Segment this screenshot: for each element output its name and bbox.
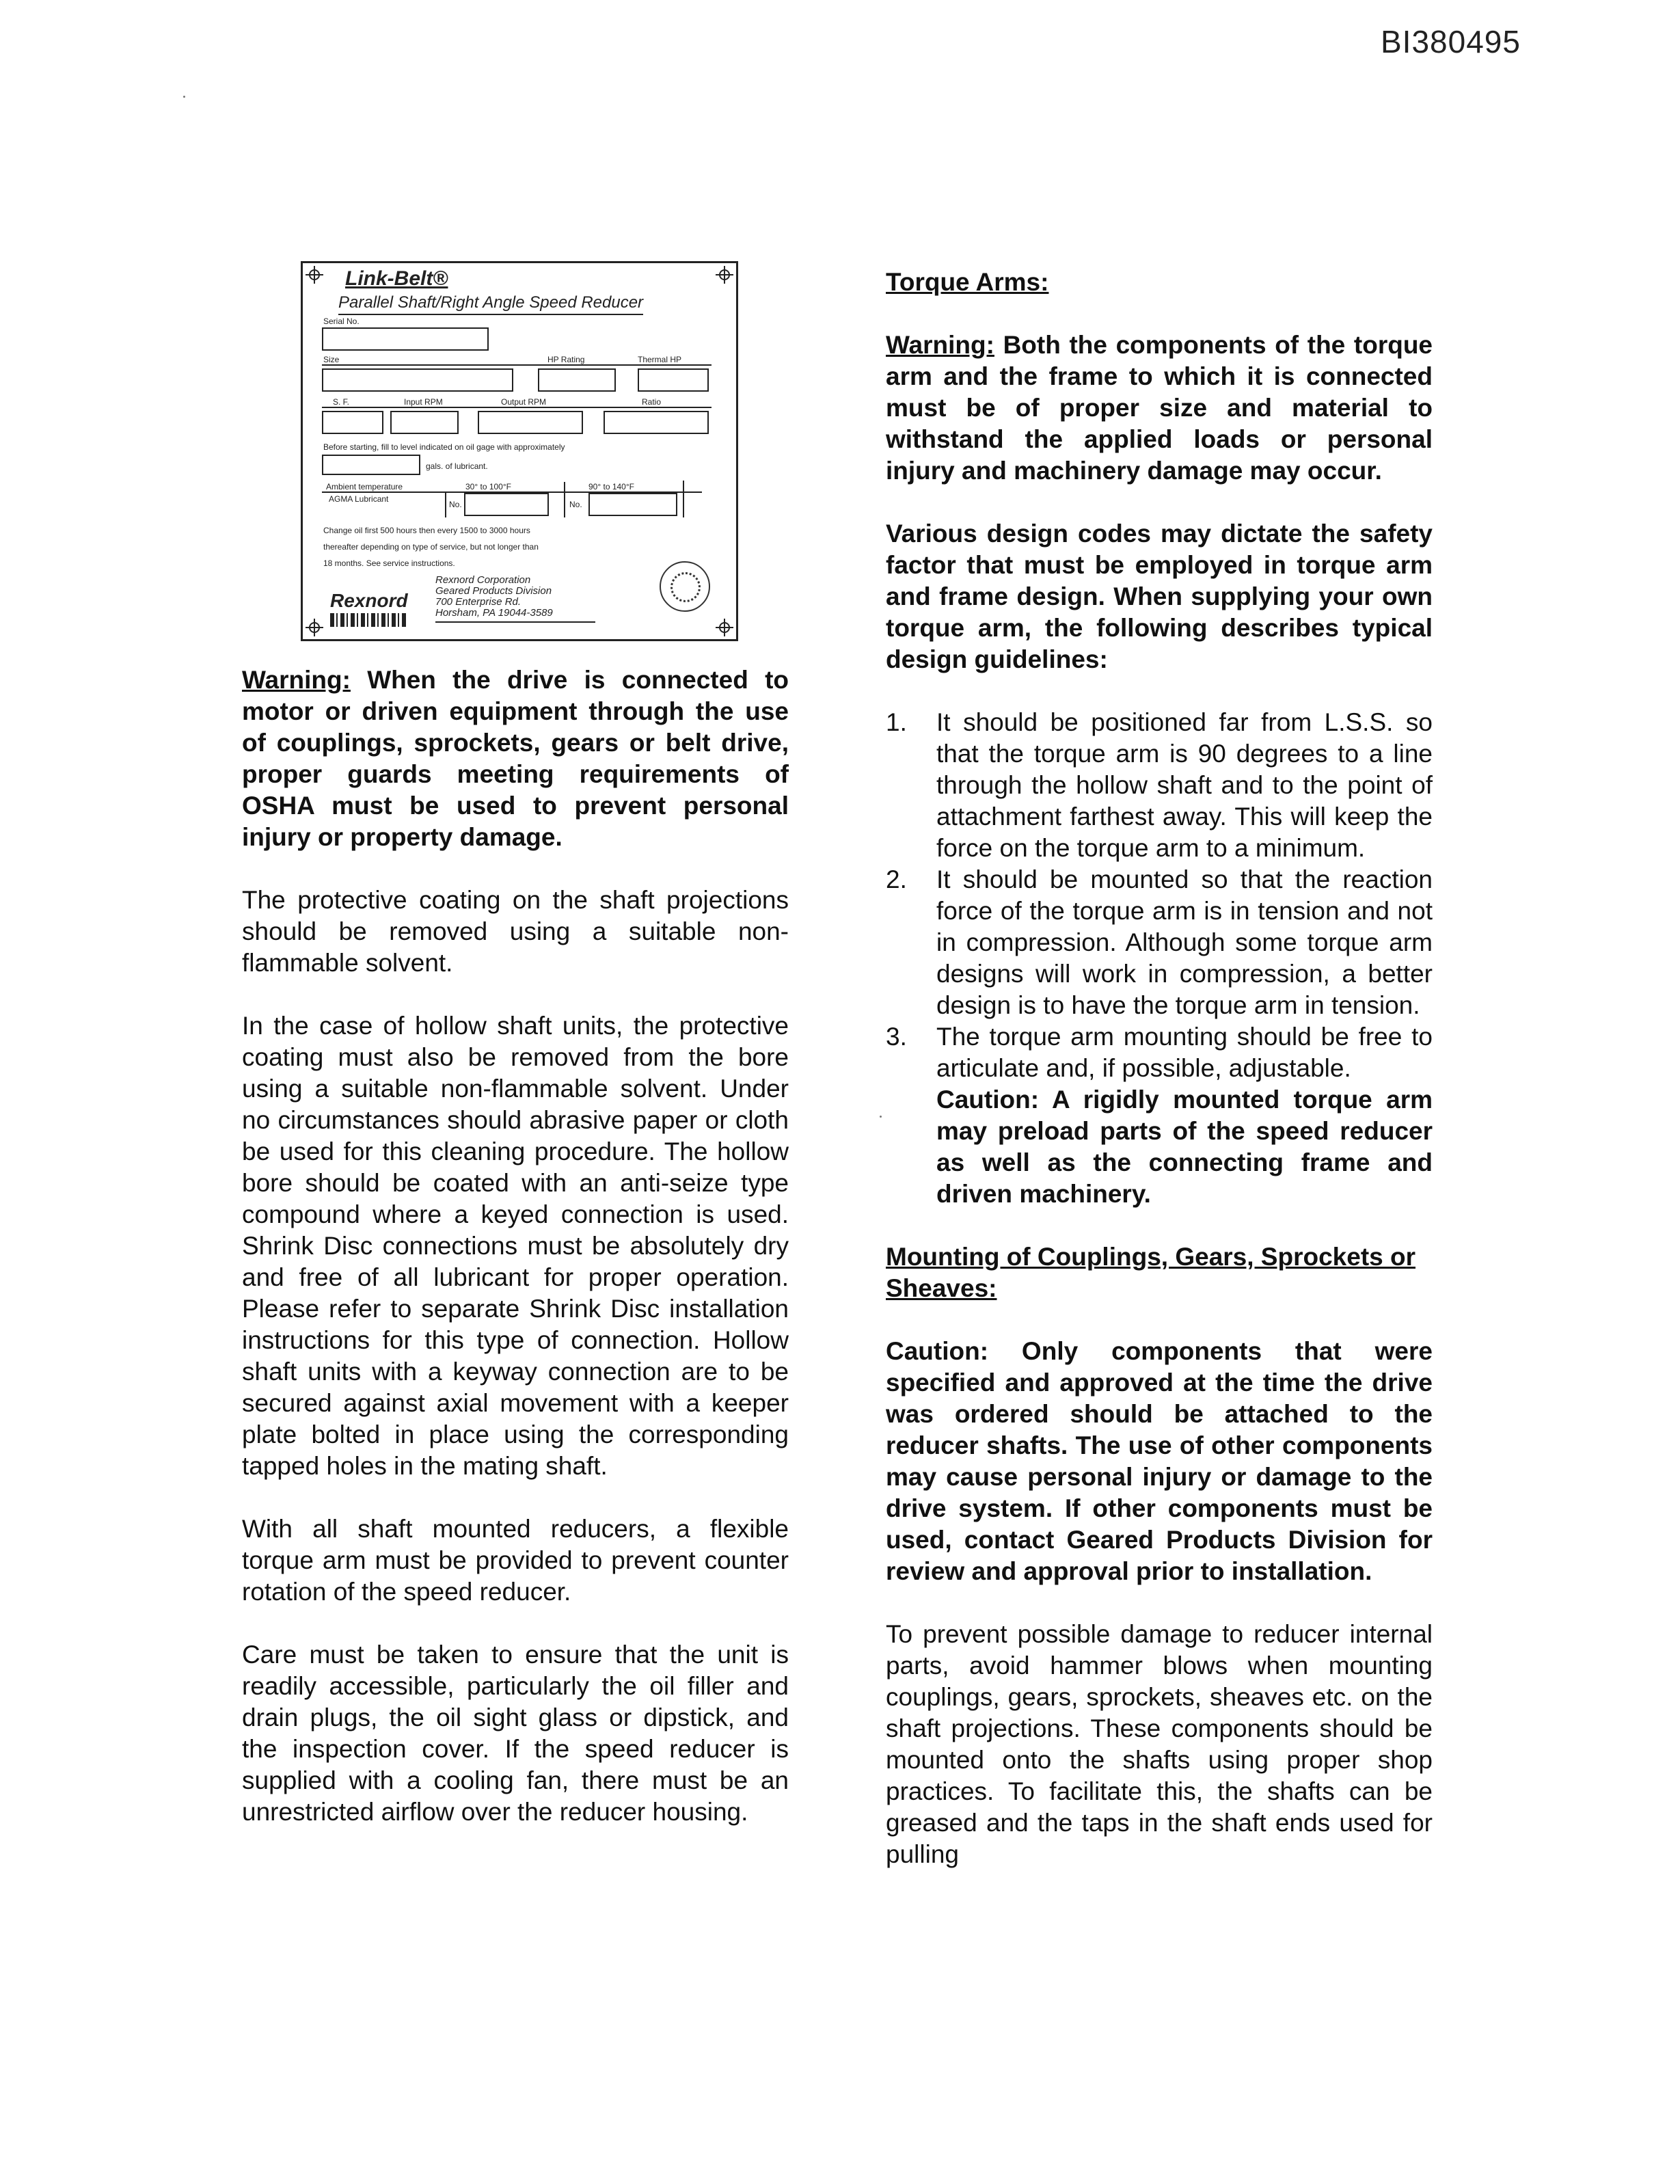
guidelines-list (886, 707, 1433, 1210)
address-line: 700 Enterprise Rd. (435, 596, 521, 608)
ratio-label: Ratio (642, 397, 662, 407)
list-number: 1. (886, 708, 907, 736)
input-rpm-field (390, 411, 459, 434)
manufacturer-address (435, 575, 553, 619)
sf-label: S. F. (333, 397, 350, 407)
output-rpm-label: Output RPM (501, 397, 547, 407)
list-number: 2. (886, 865, 907, 893)
rexnord-logo: Rexnord (330, 590, 408, 611)
list-text: The torque arm mounting should be free to articulate and, if possible, adjustable. (936, 1023, 1433, 1082)
warning-paragraph (242, 664, 789, 853)
change-oil-line-3: 18 months. See service instructions. (323, 558, 455, 568)
right-column (886, 267, 1433, 1902)
warning-text: Both the components of the torque arm and the frame to which it is connected must be of proper size and material to withstand the applied loads or personal injury and machinery damage may occur. (886, 331, 1433, 485)
ratio-field (604, 411, 709, 434)
left-column (242, 664, 789, 1859)
size-label: Size (323, 355, 340, 364)
sf-field (322, 411, 383, 434)
scan-speck (183, 96, 185, 98)
address-line: Horsham, PA 19044-3589 (435, 607, 553, 619)
mounting-heading: Mounting of Couplings, Gears, Sprockets or Sheaves: (886, 1243, 1415, 1302)
gals-label: gals. of lubricant. (426, 461, 488, 471)
range-1: 30° to 100°F (465, 482, 511, 491)
mounting-hole-icon (716, 619, 733, 636)
list-text: It should be positioned far from L.S.S. so that the torque arm is 90 degrees to a line through the hollow shaft and to the point of attachment farthest away. This will keep the force on the torque arm to a minimum. (936, 708, 1433, 862)
caution-text: Caution: A rigidly mounted torque arm may preload parts of the speed reducer as well as the connecting frame and driven machinery. (936, 1086, 1433, 1208)
agma-no-field-1 (464, 493, 549, 516)
agma-label: AGMA Lubricant (329, 494, 389, 504)
caution-text: Only components that were specified and approved at the time the drive was ordered should be attached to the reducer shafts. The use of other components may cause personal injury or damage to the drive system. If other components must be used, contact Geared Products Division for review and approval prior to installation. (886, 1337, 1433, 1585)
change-oil-line-2: thereafter depending on type of service, but not longer than (323, 542, 539, 552)
warning-label: Warning: (242, 666, 351, 694)
agma-divider (683, 481, 684, 517)
size-field (322, 368, 513, 392)
nameplate-brand: Link-Belt® (345, 267, 448, 290)
change-oil-line-1: Change oil first 500 hours then every 1500 to 3000 hours (323, 526, 530, 535)
list-text: It should be mounted so that the reaction force of the torque arm is in tension and not in compression. Although some torque arm designs will work in compression, a better design is to have the torque arm in tension. (936, 865, 1433, 1019)
mounting-hole-icon (716, 266, 733, 284)
document-id: BI380495 (1381, 24, 1521, 59)
address-rule (435, 621, 595, 623)
agma-no-field-2 (588, 493, 677, 516)
hp-rating-field (538, 368, 616, 392)
list-item (886, 707, 1433, 864)
caution-label: Caution: (886, 1337, 989, 1365)
torque-arms-heading: Torque Arms: (886, 268, 1049, 296)
thermal-hp-field (638, 368, 709, 392)
serial-field (322, 327, 489, 351)
no-label-1: No. (449, 500, 462, 509)
warning-label: Warning: (886, 331, 994, 359)
agma-divider (564, 493, 565, 517)
nameplate-subtitle: Parallel Shaft/Right Angle Speed Reducer (338, 293, 643, 315)
nameplate-figure (301, 261, 738, 641)
mounting-hole-icon (306, 619, 323, 636)
range-2: 90° to 140°F (588, 482, 634, 491)
serial-label: Serial No. (323, 316, 360, 326)
protective-coating-paragraph: The protective coating on the shaft projections should be removed using a suitable non-flammable solvent. (242, 886, 789, 977)
warning-text: When the drive is connected to motor or driven equipment through the use of couplings, sprockets, gears or belt drive, proper guards meeting requirements of OSHA must be used to prevent personal injury or property damage. (242, 666, 789, 851)
torque-warning-paragraph (886, 329, 1433, 487)
torque-arm-paragraph: With all shaft mounted reducers, a flexible torque arm must be provided to prevent counter rotation of the speed reducer. (242, 1515, 789, 1606)
accessibility-paragraph: Care must be taken to ensure that the unit is readily accessible, particularly the oil filler and drain plugs, the oil sight glass or dipstick, and the inspection cover. If the speed reducer is supplied with a cooling fan, there must be an unrestricted airflow over the reducer housing. (242, 1641, 789, 1826)
rpm-rule (322, 407, 712, 408)
list-item (886, 1021, 1433, 1210)
list-item (886, 864, 1433, 1021)
fill-instruction: Before starting, fill to level indicated on oil gage with approximately (323, 442, 565, 452)
mounting-hole-icon (306, 266, 323, 284)
input-rpm-label: Input RPM (404, 397, 443, 407)
ambient-label: Ambient temperature (326, 482, 403, 491)
thermal-hp-label: Thermal HP (638, 355, 682, 364)
hp-rating-label: HP Rating (547, 355, 585, 364)
barcode (330, 613, 407, 627)
hollow-shaft-paragraph: In the case of hollow shaft units, the protective coating must also be removed from the bore using a suitable non-flammable solvent. Under no circumstances should abrasive paper or cloth be used for this cleaning procedure. The hollow bore should be coated with an anti-seize type compound where a keyed connection is used. Shrink Disc connections must be absolutely dry and free of all lubricant for proper operation. Please refer to separate Shrink Disc installation instructions for this type of connection. Hollow shaft units with a keyway connection are to be secured against axial movement with a keeper plate bolted in place using the corresponding tapped holes in the mating shaft. (242, 1012, 789, 1480)
no-label-2: No. (569, 500, 582, 509)
address-line: Geared Products Division (435, 585, 552, 597)
address-line: Rexnord Corporation (435, 574, 531, 586)
size-rule (322, 364, 712, 366)
design-codes-paragraph: Various design codes may dictate the safety factor that must be employed in torque arm and frame design. When supplying your own torque arm, the following describes typical design guidelines: (886, 520, 1433, 673)
gallons-field (322, 455, 420, 475)
caution-paragraph (886, 1336, 1433, 1587)
agma-divider (445, 493, 446, 517)
list-number: 3. (886, 1023, 907, 1051)
member-seal-icon (660, 561, 710, 612)
hammer-blows-paragraph: To prevent possible damage to reducer internal parts, avoid hammer blows when mounting couplings, gears, sprockets, sheaves etc. on the shaft projections. These components should be mounted onto the shafts using proper shop practices. To facilitate this, the shafts can be greased and the taps in the shaft ends used for pulling (886, 1620, 1433, 1868)
output-rpm-field (478, 411, 583, 434)
scan-speck (880, 1116, 882, 1118)
